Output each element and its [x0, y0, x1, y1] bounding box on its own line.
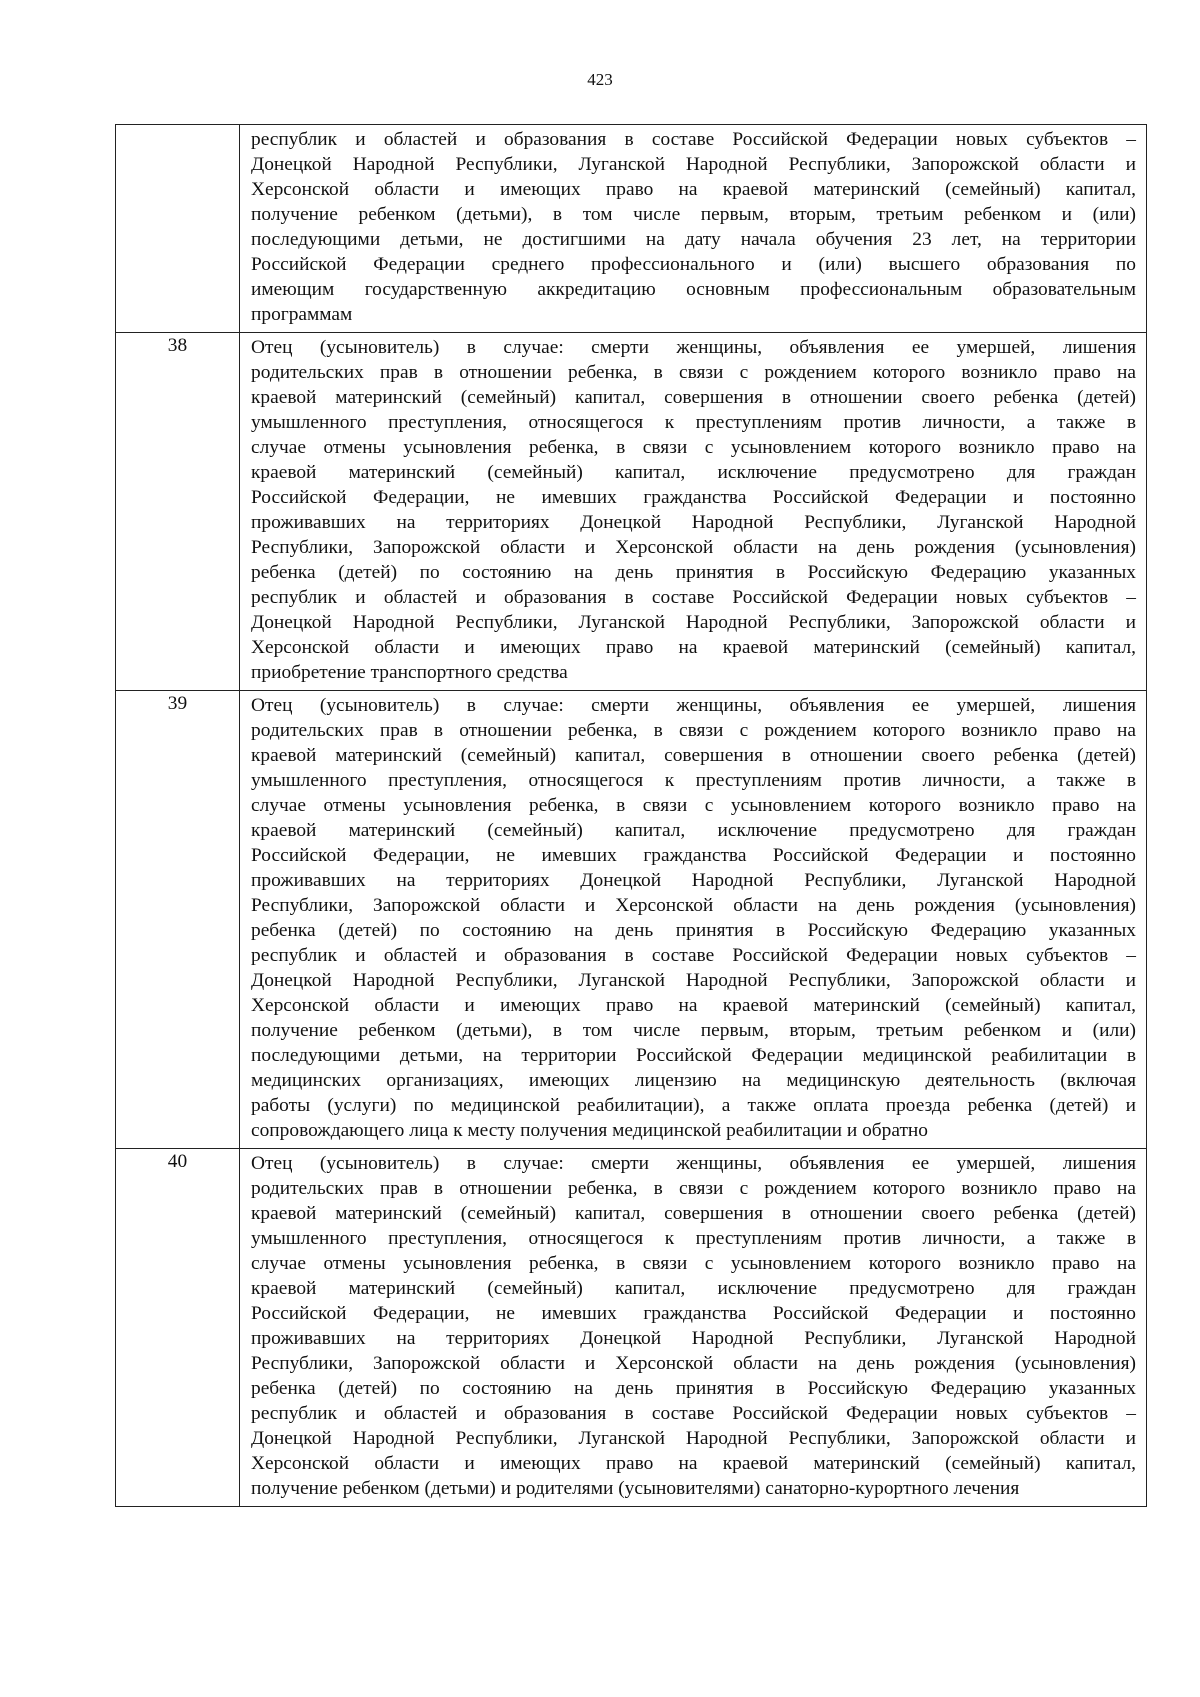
text-line: Донецкой Народной Республики, Луганской Народной Республики, Запорожской области и [251, 612, 1136, 633]
text-line: случае отмены усыновления ребенка, в связи с усыновлением которого возникло право на [251, 437, 1136, 458]
row-text-cell [240, 1149, 1147, 1507]
text-line: Республики, Запорожской области и Херсонской области на день рождения (усыновления) [251, 895, 1136, 916]
text-line: Отец (усыновитель) в случае: смерти женщины, объявления ее умершей, лишения [251, 695, 1136, 716]
row-number: 38 [167, 335, 188, 356]
text-line: республик и областей и образования в составе Российской Федерации новых субъектов – [251, 945, 1136, 966]
text-line: Донецкой Народной Республики, Луганской Народной Республики, Запорожской области и [251, 970, 1136, 991]
document-table [115, 124, 1147, 1507]
text-line: Херсонской области и имеющих право на краевой материнский (семейный) капитал, [251, 995, 1136, 1016]
row-number-cell [116, 691, 240, 1149]
table-row [116, 691, 1147, 1149]
text-line: Российской Федерации, не имевших гражданства Российской Федерации и постоянно [251, 1303, 1136, 1324]
row-text-cell [240, 125, 1147, 333]
text-line: программам [251, 304, 353, 325]
text-line: Херсонской области и имеющих право на краевой материнский (семейный) капитал, [251, 179, 1136, 200]
text-line: умышленного преступления, относящегося к преступлениям против личности, а также в [251, 412, 1136, 433]
table-row [116, 125, 1147, 333]
text-line: Российской Федерации среднего профессионального и (или) высшего образования по [251, 254, 1136, 275]
text-line: проживавших на территориях Донецкой Народной Республики, Луганской Народной [251, 512, 1136, 533]
table-row [116, 333, 1147, 691]
text-line: получение ребенком (детьми), в том числе первым, вторым, третьим ребенком и (или) [251, 204, 1136, 225]
table-row [116, 1149, 1147, 1507]
text-line: Республики, Запорожской области и Херсонской области на день рождения (усыновления) [251, 1353, 1136, 1374]
text-line: умышленного преступления, относящегося к преступлениям против личности, а также в [251, 1228, 1136, 1249]
text-line: родительских прав в отношении ребенка, в связи с рождением которого возникло право на [251, 1178, 1136, 1199]
text-line: Отец (усыновитель) в случае: смерти женщины, объявления ее умершей, лишения [251, 337, 1136, 358]
text-line: Херсонской области и имеющих право на краевой материнский (семейный) капитал, [251, 637, 1136, 658]
text-line: Донецкой Народной Республики, Луганской Народной Республики, Запорожской области и [251, 1428, 1136, 1449]
text-line: работы (услуги) по медицинской реабилитации), а также оплата проезда ребенка (детей) и [251, 1095, 1136, 1116]
row-number-cell [116, 125, 240, 333]
text-line: Республики, Запорожской области и Херсонской области на день рождения (усыновления) [251, 537, 1136, 558]
text-line: краевой материнский (семейный) капитал, совершения в отношении своего ребенка (детей) [251, 387, 1136, 408]
text-line: случае отмены усыновления ребенка, в связи с усыновлением которого возникло право на [251, 795, 1136, 816]
text-line: случае отмены усыновления ребенка, в связи с усыновлением которого возникло право на [251, 1253, 1136, 1274]
text-line: республик и областей и образования в составе Российской Федерации новых субъектов – [251, 1403, 1136, 1424]
text-line: последующими детьми, не достигшими на дату начала обучения 23 лет, на территории [251, 229, 1136, 250]
text-line: краевой материнский (семейный) капитал, совершения в отношении своего ребенка (детей) [251, 745, 1136, 766]
text-line: краевой материнский (семейный) капитал, исключение предусмотрено для граждан [251, 820, 1136, 841]
text-line: последующими детьми, на территории Российской Федерации медицинской реабилитации в [251, 1045, 1136, 1066]
table-body [116, 125, 1147, 1507]
text-line: республик и областей и образования в составе Российской Федерации новых субъектов – [251, 129, 1136, 150]
text-line: краевой материнский (семейный) капитал, совершения в отношении своего ребенка (детей) [251, 1203, 1136, 1224]
text-line: умышленного преступления, относящегося к преступлениям против личности, а также в [251, 770, 1136, 791]
text-line: проживавших на территориях Донецкой Народной Республики, Луганской Народной [251, 870, 1136, 891]
text-line: сопровождающего лица к месту получения медицинской реабилитации и обратно [251, 1120, 928, 1141]
text-line: краевой материнский (семейный) капитал, исключение предусмотрено для граждан [251, 1278, 1136, 1299]
text-line: получение ребенком (детьми) и родителями (усыновителями) санаторно-курортного лечения [251, 1478, 1020, 1499]
text-line: Российской Федерации, не имевших гражданства Российской Федерации и постоянно [251, 487, 1136, 508]
text-line: ребенка (детей) по состоянию на день принятия в Российскую Федерацию указанных [251, 562, 1136, 583]
row-number: 40 [167, 1151, 188, 1172]
text-line: ребенка (детей) по состоянию на день принятия в Российскую Федерацию указанных [251, 1378, 1136, 1399]
text-line: Отец (усыновитель) в случае: смерти женщины, объявления ее умершей, лишения [251, 1153, 1136, 1174]
text-line: медицинских организациях, имеющих лицензию на медицинскую деятельность (включая [251, 1070, 1136, 1091]
text-line: проживавших на территориях Донецкой Народной Республики, Луганской Народной [251, 1328, 1136, 1349]
text-line: Херсонской области и имеющих право на краевой материнский (семейный) капитал, [251, 1453, 1136, 1474]
row-text-cell [240, 333, 1147, 691]
text-line: краевой материнский (семейный) капитал, исключение предусмотрено для граждан [251, 462, 1136, 483]
row-number: 39 [167, 693, 188, 714]
row-number-cell [116, 333, 240, 691]
row-number-cell [116, 1149, 240, 1507]
text-line: имеющим государственную аккредитацию основным профессиональным образовательным [251, 279, 1136, 300]
text-line: республик и областей и образования в составе Российской Федерации новых субъектов – [251, 587, 1136, 608]
text-line: родительских прав в отношении ребенка, в связи с рождением которого возникло право на [251, 720, 1136, 741]
text-line: приобретение транспортного средства [251, 662, 568, 683]
page-number: 423 [587, 70, 613, 89]
text-line: Российской Федерации, не имевших гражданства Российской Федерации и постоянно [251, 845, 1136, 866]
text-line: родительских прав в отношении ребенка, в связи с рождением которого возникло право на [251, 362, 1136, 383]
text-line: получение ребенком (детьми), в том числе первым, вторым, третьим ребенком и (или) [251, 1020, 1136, 1041]
row-text-cell [240, 691, 1147, 1149]
text-line: Донецкой Народной Республики, Луганской Народной Республики, Запорожской области и [251, 154, 1136, 175]
text-line: ребенка (детей) по состоянию на день принятия в Российскую Федерацию указанных [251, 920, 1136, 941]
